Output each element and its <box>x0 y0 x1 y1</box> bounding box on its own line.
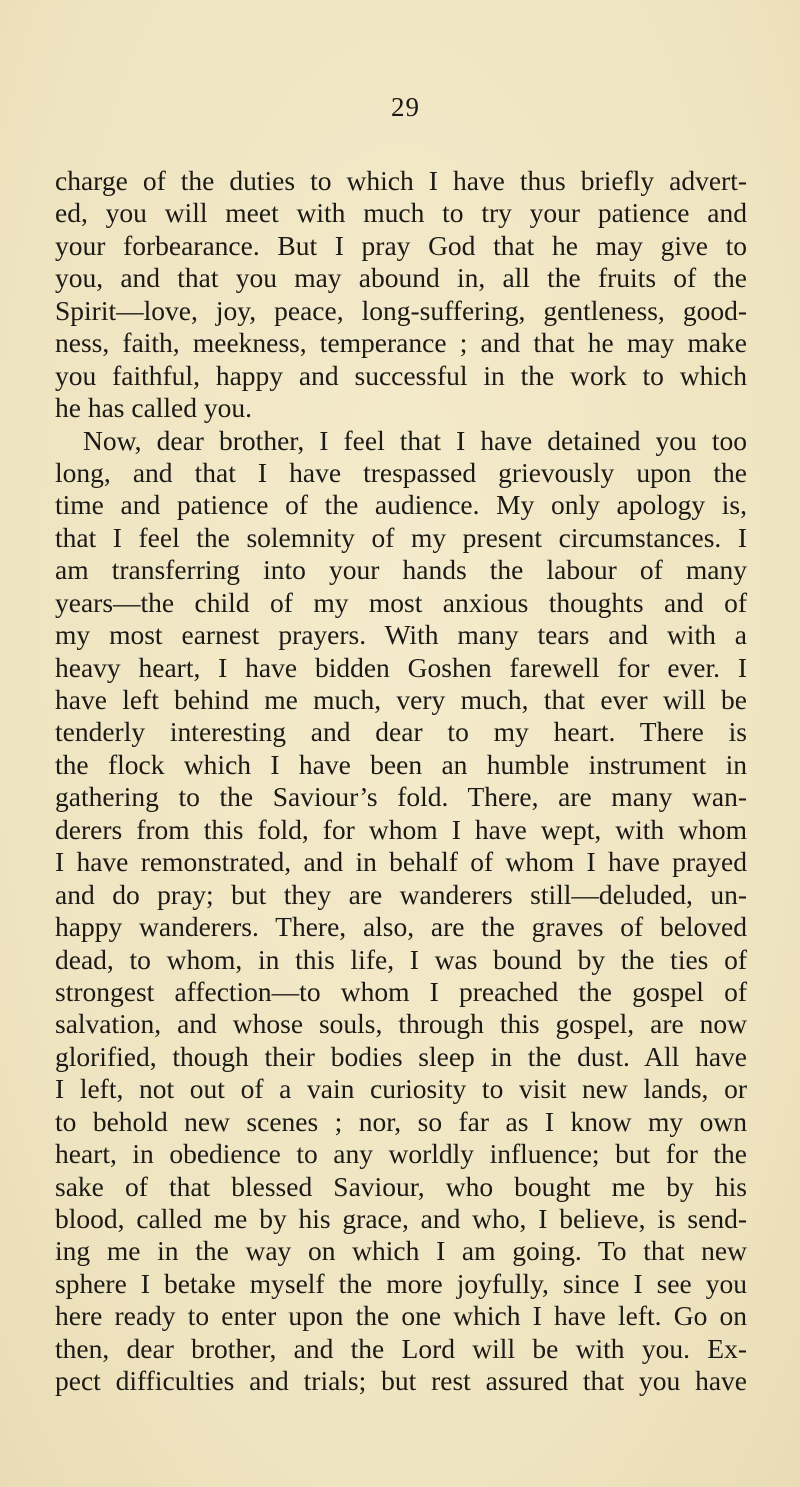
text-line: happy wanderers. There, also, are the graves of beloved <box>55 911 747 943</box>
text-line: your forbearance. But I pray God that he may give to <box>55 229 747 261</box>
text-line: sphere I betake myself the more joyfully, since I see you <box>55 1267 747 1299</box>
text-line: you faithful, happy and successful in the work to which <box>55 359 747 391</box>
text-line: glorified, though their bodies sleep in the dust. All have <box>55 1040 747 1072</box>
text-line: here ready to enter upon the one which I have left. Go on <box>55 1300 747 1332</box>
text-line: and do pray; but they are wanderers still—deluded, un- <box>55 878 747 910</box>
text-line: years—the child of my most anxious thoughts and of <box>55 586 747 618</box>
text-line: I have remonstrated, and in behalf of whom I have prayed <box>55 846 747 878</box>
text-line: pect difficulties and trials; but rest assured that you have <box>55 1365 747 1397</box>
text-line: ed, you will meet with much to try your patience and <box>55 197 747 229</box>
page-number: 29 <box>391 92 420 122</box>
text-line: that I feel the solemnity of my present circumstances. I <box>55 521 747 553</box>
text-line: he has called you. <box>55 392 253 424</box>
text-line: sake of that blessed Saviour, who bought me by his <box>55 1170 747 1202</box>
text-line: the flock which I have been an humble instrument in <box>55 748 747 780</box>
text-line: salvation, and whose souls, through this gospel, are now <box>55 1008 747 1040</box>
text-line: derers from this fold, for whom I have wept, with whom <box>55 813 747 845</box>
body-text <box>55 165 747 1398</box>
text-line: I left, not out of a vain curiosity to visit new lands, or <box>55 1073 747 1105</box>
text-line: ing me in the way on which I am going. To that new <box>55 1235 747 1267</box>
text-line: you, and that you may abound in, all the fruits of the <box>55 262 747 294</box>
text-line: Spirit—love, joy, peace, long-suffering, gentleness, good- <box>55 294 747 326</box>
text-line: am transferring into your hands the labour of many <box>55 554 747 586</box>
paragraph-first-line: Now, dear brother, I feel that I have detained you too <box>83 424 747 456</box>
text-line: ness, faith, meekness, temperance ; and that he may make <box>55 327 747 359</box>
text-line: charge of the duties to which I have thus briefly advert- <box>55 165 747 196</box>
text-line: dead, to whom, in this life, I was bound by the ties of <box>55 943 747 975</box>
text-line: strongest affection—to whom I preached the gospel of <box>55 975 747 1007</box>
text-line: to behold new scenes ; nor, so far as I know my own <box>55 1105 747 1137</box>
text-line: then, dear brother, and the Lord will be with you. Ex- <box>55 1332 747 1364</box>
text-line: have left behind me much, very much, that ever will be <box>55 684 747 715</box>
text-line: heart, in obedience to any worldly influence; but for the <box>55 1138 747 1170</box>
text-line: time and patience of the audience. My only apology is, <box>55 489 747 521</box>
text-line: tenderly interesting and dear to my heart. There is <box>55 716 747 748</box>
text-line: long, and that I have trespassed grievously upon the <box>55 456 747 488</box>
text-line: gathering to the Saviour’s fold. There, are many wan- <box>55 781 747 813</box>
text-line: heavy heart, I have bidden Goshen farewell for ever. I <box>55 651 747 683</box>
text-line: blood, called me by his grace, and who, I believe, is send- <box>55 1203 747 1234</box>
text-line: my most earnest prayers. With many tears and with a <box>55 619 747 651</box>
